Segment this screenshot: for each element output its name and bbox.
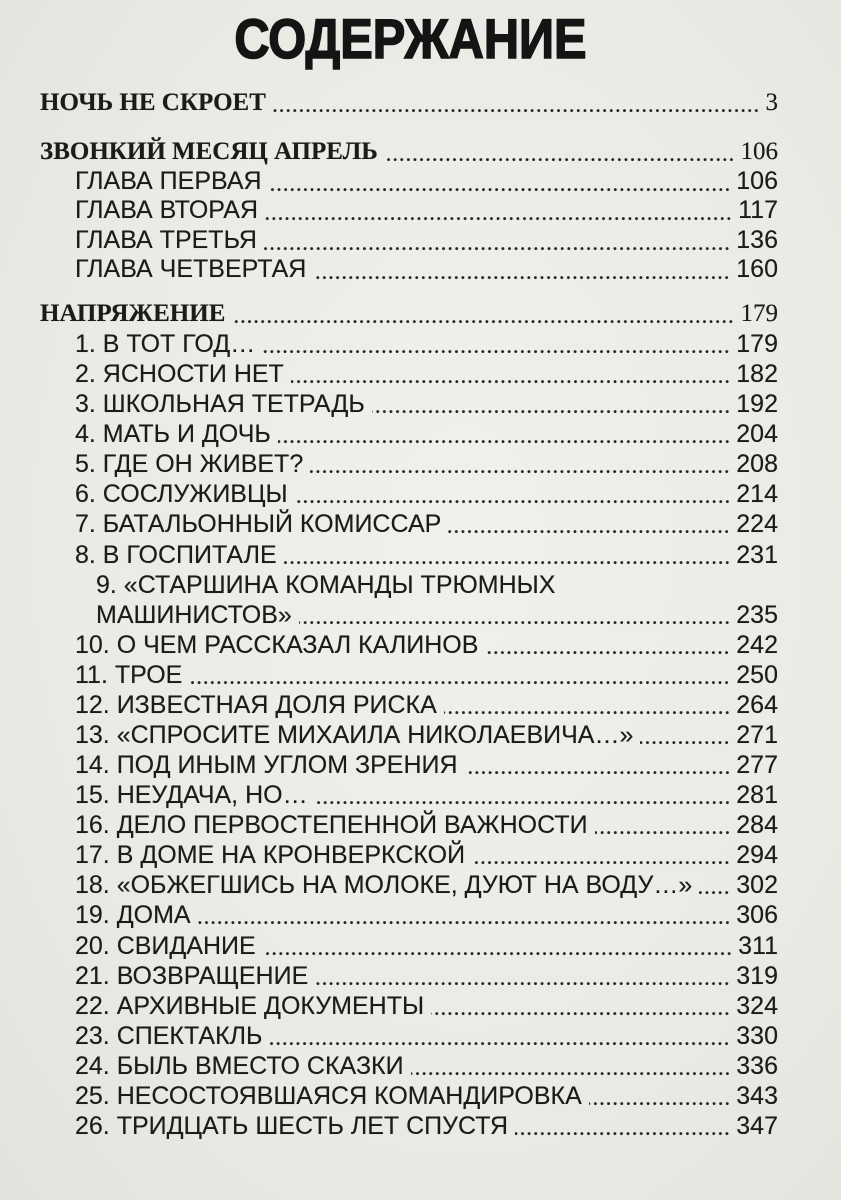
toc-chapter-title: 15. НЕУДАЧА, НО…: [75, 781, 308, 810]
toc-chapter-title-line1: 9. «СТАРШИНА КОМАНДЫ ТРЮМНЫХ: [96, 570, 556, 599]
toc-chapter-row: [75, 479, 778, 509]
toc-page-number: 343: [736, 1081, 778, 1110]
toc-chapter-title-line2: МАШИНИСТОВ»: [96, 600, 292, 629]
toc-chapter-row: [75, 167, 778, 196]
table-of-contents: [40, 88, 778, 1141]
leader-dots: [465, 750, 731, 780]
toc-page-number: 106: [740, 138, 778, 165]
toc-chapter-row: [75, 1081, 778, 1111]
leader-dots: [232, 299, 734, 329]
toc-section-title: НОЧЬ НЕ СКРОЕТ: [40, 89, 266, 116]
leader-dots: [189, 660, 730, 690]
leader-dots: [595, 810, 731, 840]
toc-page-number: 3: [765, 89, 778, 116]
leader-dots: [291, 359, 730, 389]
toc-chapter-title: 16. ДЕЛО ПЕРВОСТЕПЕННОЙ ВАЖНОСТИ: [75, 811, 588, 840]
toc-page-number: 160: [736, 255, 778, 284]
leader-dots: [295, 479, 731, 509]
leader-dots: [485, 630, 730, 660]
toc-page-number: 336: [736, 1051, 778, 1080]
toc-chapter-title: 13. «СПРОСИТЕ МИХАИЛА НИКОЛАЕВИЧА…»: [75, 720, 634, 749]
leader-dots: [313, 255, 730, 284]
toc-chapter-row: [75, 720, 778, 750]
toc-section-row: [40, 137, 778, 167]
toc-page-number: 242: [736, 630, 778, 659]
toc-chapter-row: [75, 509, 778, 539]
toc-chapter-title: 6. СОСЛУЖИВЦЫ: [75, 480, 288, 509]
toc-chapter-row: [75, 660, 778, 690]
leader-dots: [263, 931, 732, 961]
toc-chapter-row: [75, 630, 778, 660]
toc-chapter-row-line1: [96, 570, 778, 600]
toc-page-number: 204: [736, 420, 778, 449]
toc-chapter-title: 23. СПЕКТАКЛЬ: [75, 1021, 263, 1050]
toc-chapter-row: [75, 840, 778, 870]
toc-section-row: [40, 88, 778, 118]
toc-page-number: 324: [736, 991, 778, 1020]
toc-chapter-title: ГЛАВА ЧЕТВЕРТАЯ: [75, 255, 307, 284]
toc-chapter-title: 2. ЯСНОСТИ НЕТ: [75, 360, 284, 389]
toc-chapter-row: [75, 1021, 778, 1051]
toc-page-number: 224: [736, 510, 778, 539]
toc-chapter-row: [75, 870, 778, 900]
toc-chapter-title: 24. БЫЛЬ ВМЕСТО СКАЗКИ: [75, 1051, 404, 1080]
toc-page-number: 281: [736, 781, 778, 810]
leader-dots: [284, 540, 731, 570]
leader-dots: [472, 840, 730, 870]
toc-chapter-title: 10. О ЧЕМ РАССКАЗАЛ КАЛИНОВ: [75, 630, 479, 659]
toc-page-number: 284: [736, 811, 778, 840]
toc-chapter-row: [75, 1051, 778, 1081]
leader-dots: [372, 389, 731, 419]
toc-chapter-row: [75, 196, 778, 225]
toc-page-number: 264: [736, 690, 778, 719]
page-title-wrap: [0, 9, 820, 69]
toc-chapter-row: [75, 810, 778, 840]
leader-dots: [198, 900, 731, 930]
toc-chapter-title: 7. БАТАЛЬОННЫЙ КОМИССАР: [75, 510, 442, 539]
leader-dots: [299, 600, 730, 630]
toc-page-number: 250: [736, 660, 778, 689]
toc-page-number: 179: [740, 299, 778, 327]
toc-section-row: [40, 299, 778, 329]
toc-chapter-title: 22. АРХИВНЫЕ ДОКУМЕНТЫ: [75, 991, 425, 1020]
leader-dots: [431, 991, 730, 1021]
toc-page-number: 330: [736, 1021, 778, 1050]
toc-page-number: 271: [736, 720, 778, 749]
toc-chapter-title: 11. ТРОЕ: [75, 660, 183, 689]
leader-dots: [265, 196, 732, 225]
toc-chapter-row-line2: [96, 600, 778, 630]
toc-page-number: 117: [738, 196, 778, 225]
toc-chapter-title: 25. НЕСОСТОЯВШАЯСЯ КОМАНДИРОВКА: [75, 1081, 582, 1110]
leader-dots: [273, 88, 760, 118]
toc-page-number: 182: [736, 360, 778, 389]
toc-chapter-title: 18. «ОБЖЕГШИСЬ НА МОЛОКЕ, ДУЮТ НА ВОДУ…»: [75, 871, 693, 900]
toc-chapter-title: 4. МАТЬ И ДОЧЬ: [75, 420, 271, 449]
toc-page-number: 347: [736, 1111, 778, 1140]
toc-chapter-title: 8. В ГОСПИТАЛЕ: [75, 540, 277, 569]
toc-page-number: 319: [736, 961, 778, 990]
page-title: СОДЕРЖАНИЕ: [233, 7, 587, 70]
toc-page-number: 106: [736, 167, 778, 195]
leader-dots: [448, 509, 730, 539]
toc-chapter-title: 20. СВИДАНИЕ: [75, 931, 256, 960]
toc-chapter-row: [75, 255, 778, 284]
toc-page-number: 136: [736, 225, 778, 254]
leader-dots: [640, 720, 730, 750]
toc-page-number: 208: [736, 450, 778, 479]
leader-dots: [310, 449, 730, 479]
leader-dots: [444, 690, 731, 720]
toc-chapter-row: [75, 931, 778, 961]
leader-dots: [262, 329, 730, 359]
toc-chapter-row: [75, 780, 778, 810]
leader-dots: [278, 419, 731, 449]
toc-chapter-title: 21. ВОЗВРАЩЕНИЕ: [75, 961, 309, 990]
toc-chapter-row: [75, 540, 778, 570]
toc-page-number: 214: [736, 480, 778, 509]
leader-dots: [315, 961, 730, 991]
leader-dots: [269, 167, 731, 196]
toc-chapter-row: [75, 389, 778, 419]
toc-chapter-title: 1. В ТОТ ГОД…: [75, 329, 256, 358]
toc-chapter-title: 19. ДОМА: [75, 901, 191, 930]
toc-page-number: 294: [736, 841, 778, 870]
toc-page-number: 192: [736, 390, 778, 419]
toc-page-number: 235: [736, 600, 778, 629]
toc-chapter-row: [75, 449, 778, 479]
leader-dots: [385, 137, 735, 167]
toc-chapter-title: 26. ТРИДЦАТЬ ШЕСТЬ ЛЕТ СПУСТЯ: [75, 1111, 509, 1140]
toc-chapter-title: 12. ИЗВЕСТНАЯ ДОЛЯ РИСКА: [75, 690, 437, 719]
toc-chapter-row: [75, 1111, 778, 1141]
toc-page-number: 311: [738, 931, 778, 960]
toc-page-number: 302: [736, 871, 778, 900]
leader-dots: [699, 870, 730, 900]
leader-dots: [264, 226, 730, 255]
toc-chapter-row: [75, 359, 778, 389]
toc-chapter-row: [75, 991, 778, 1021]
leader-dots: [315, 780, 731, 810]
toc-chapter-title: 17. В ДОМЕ НА КРОНВЕРКСКОЙ: [75, 841, 466, 870]
toc-page-number: 277: [736, 751, 778, 780]
toc-section-title: НАПРЯЖЕНИЕ: [40, 299, 226, 327]
toc-page-number: 231: [736, 540, 778, 569]
toc-chapter-row: [75, 226, 778, 255]
leader-dots: [411, 1051, 731, 1081]
toc-chapter-title: 5. ГДЕ ОН ЖИВЕТ?: [75, 450, 304, 479]
toc-chapter-title: ГЛАВА ВТОРАЯ: [75, 196, 259, 225]
leader-dots: [269, 1021, 730, 1051]
toc-chapter-title: ГЛАВА ТРЕТЬЯ: [75, 225, 257, 254]
toc-chapter-title: 3. ШКОЛЬНАЯ ТЕТРАДЬ: [75, 390, 365, 419]
leader-dots: [515, 1111, 730, 1141]
toc-page-number: 306: [736, 901, 778, 930]
toc-chapter-row: [75, 329, 778, 359]
toc-chapter-row: [75, 750, 778, 780]
toc-chapter-title: ГЛАВА ПЕРВАЯ: [75, 167, 262, 195]
toc-chapter-title: 14. ПОД ИНЫМ УГЛОМ ЗРЕНИЯ: [75, 751, 458, 780]
toc-chapter-row: [75, 419, 778, 449]
toc-chapter-row: [75, 900, 778, 930]
leader-dots: [589, 1081, 731, 1111]
toc-chapter-row: [75, 961, 778, 991]
toc-chapter-row: [75, 690, 778, 720]
toc-section-title: ЗВОНКИЙ МЕСЯЦ АПРЕЛЬ: [40, 138, 378, 165]
toc-page-number: 179: [736, 329, 778, 358]
